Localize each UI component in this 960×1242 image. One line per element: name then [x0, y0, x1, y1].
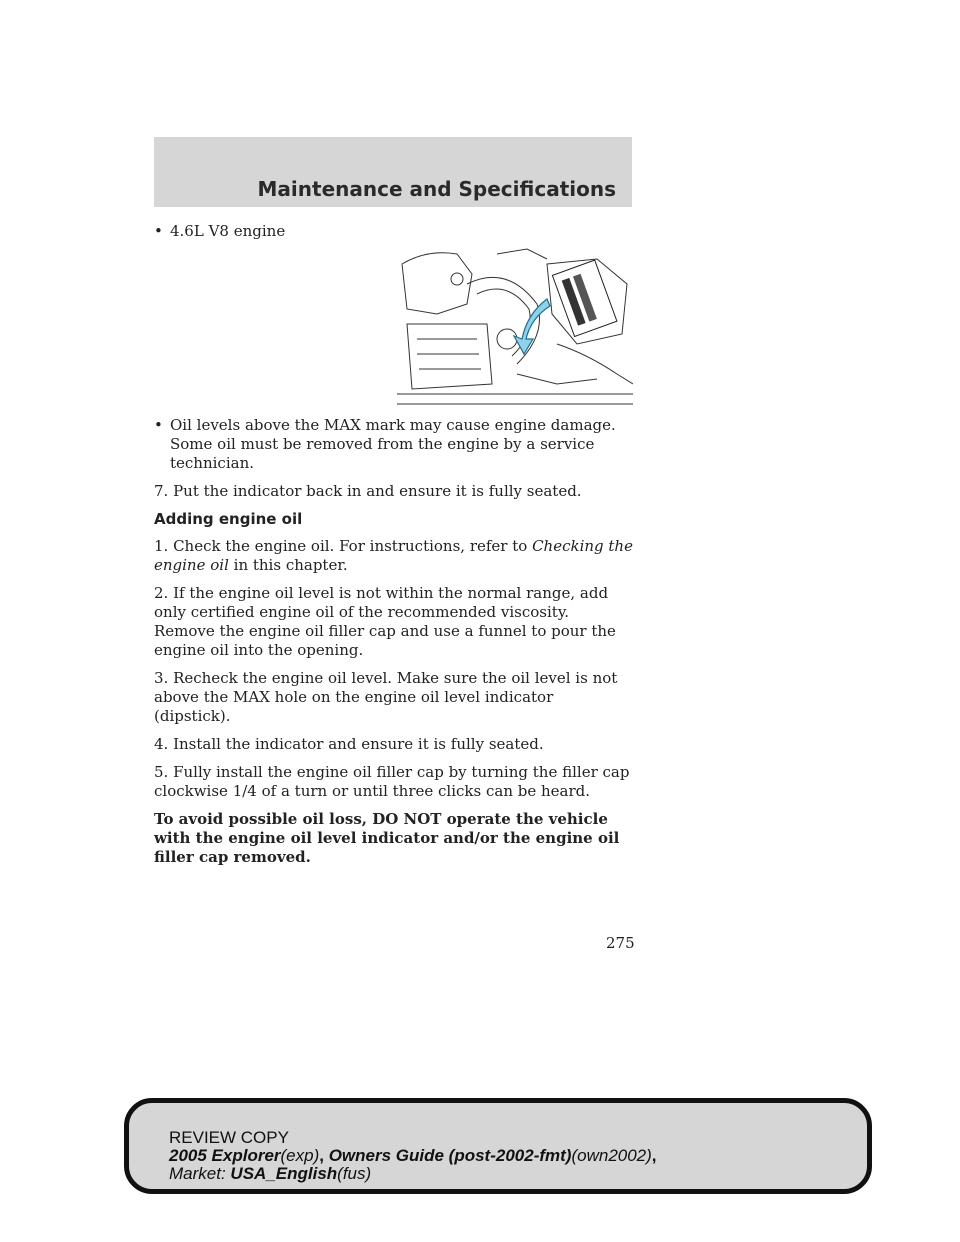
step-5: 5. Fully install the engine oil filler cap by turning the filler cap clockwise 1/4 of a turn or until three clicks can be heard.	[154, 763, 630, 800]
page-title: Maintenance and Specifications	[257, 177, 616, 201]
step-2: 2. If the engine oil level is not within the normal range, add only certified engine oil of the recommended viscosity. Remove the engine oil filler cap and use a funnel to pour the engine oil into the opening.	[154, 584, 616, 659]
engine-illustration	[397, 244, 633, 411]
step-3: 3. Recheck the engine oil level. Make sure the oil level is not above the MAX hole on the engine oil level indicator (dipstick).	[154, 669, 618, 725]
footer-sep2: ,	[651, 1146, 657, 1165]
footer-guide: Owners Guide (post-2002-fmt)	[328, 1146, 572, 1165]
bullet-oil-level-warning	[154, 416, 634, 473]
bullet-text: 4.6L V8 engine	[170, 222, 286, 240]
footer-text	[169, 1129, 657, 1183]
step-7: 7. Put the indicator back in and ensure it is fully seated.	[154, 482, 582, 500]
bullet-engine-type	[154, 222, 634, 241]
page-number: 275	[606, 934, 635, 952]
footer-market: USA_English	[230, 1164, 338, 1183]
bullet-dot: •	[154, 222, 163, 240]
footer-model-code: (exp)	[280, 1146, 320, 1165]
footer-box	[124, 1098, 872, 1194]
engine-line-drawing	[397, 244, 633, 411]
footer-market-label: Market:	[169, 1164, 226, 1183]
step-4: 4. Install the indicator and ensure it is fully seated.	[154, 735, 544, 753]
footer-doc-line	[169, 1147, 657, 1165]
footer-guide-code: (own2002)	[571, 1146, 652, 1165]
step-1	[154, 537, 634, 575]
step-1-text: 1. Check the engine oil. For instructions, refer to	[154, 537, 533, 555]
section-heading: Adding engine oil	[154, 510, 303, 528]
bullet-dot: •	[154, 416, 163, 434]
step-1-suffix: in this chapter.	[228, 556, 348, 574]
footer-market-code: (fus)	[337, 1164, 372, 1183]
footer-market-line	[169, 1165, 657, 1183]
footer-sep1: ,	[319, 1146, 329, 1165]
footer-review: REVIEW COPY	[169, 1128, 289, 1147]
bullet-text: Oil levels above the MAX mark may cause engine damage. Some oil must be removed from the engine by a service technician.	[170, 416, 616, 472]
header-band	[154, 137, 632, 207]
footer-model: 2005 Explorer	[169, 1146, 281, 1165]
warning-text: To avoid possible oil loss, DO NOT operate the vehicle with the engine oil level indicator and/or the engine oil filler cap removed.	[154, 810, 620, 866]
step-1-reference: Checking the engine oil	[154, 537, 633, 574]
